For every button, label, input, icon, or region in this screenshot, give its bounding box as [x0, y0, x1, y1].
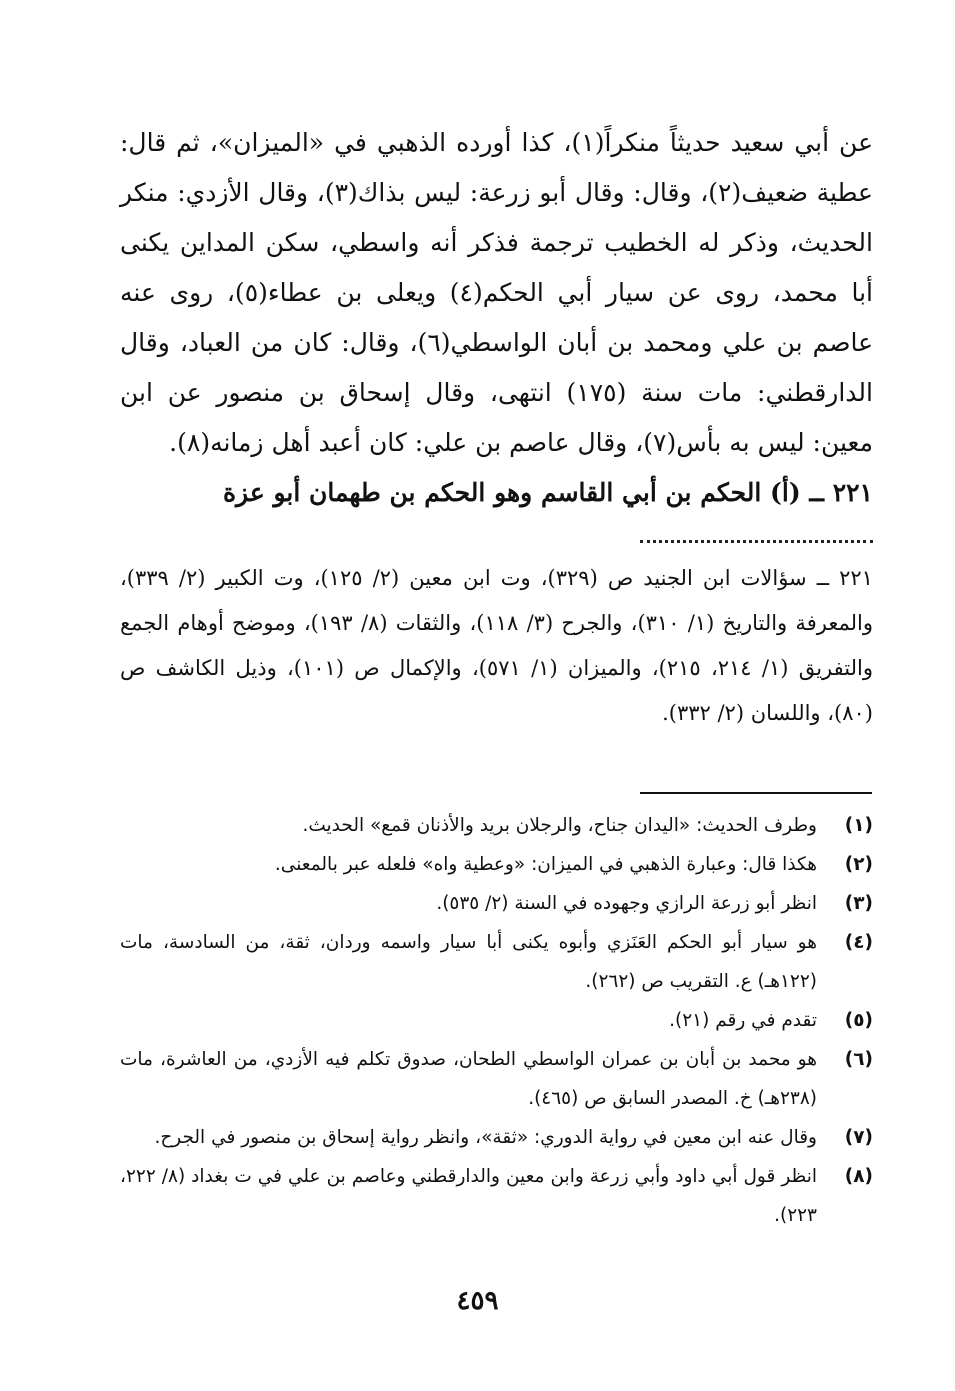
footnote-number: (٢) [844, 854, 873, 875]
footnotes [120, 806, 873, 1235]
footnote-text: انظر قول أبي داود وأبي زرعة وابن معين والدارقطني وعاصم بن علي في ت بغداد (٨/ ٢٢٢، ٢٢٣). [120, 1166, 817, 1226]
footnote [120, 923, 873, 1001]
footnote [120, 1040, 873, 1118]
footnote-number: (٧) [844, 1127, 873, 1148]
footnote-text: هو سيار أبو الحكم العَنَزي وأبوه يكنى أبا سيار واسمه وردان، ثقة، من السادسة، مات (١٢٢هـ) ع. التقريب ص (٢٦٢). [120, 932, 817, 992]
footnote [120, 1001, 873, 1040]
footnote-number: (٣) [844, 893, 873, 914]
sources-block [120, 556, 873, 736]
footnote-text: وطرف الحديث: «اليدان جناح، والرجلان بريد والأذنان قمع» الحديث. [302, 815, 817, 836]
page-number: ٤٥٩ [456, 1286, 499, 1316]
main-paragraph: عن أبي سعيد حديثاً منكراً(١)، كذا أورده الذهبي في «الميزان»، ثم قال: عطية ضعيف(٢)، وقال: وقال أبو زرعة: ليس بذاك(٣)، وقال الأزدي: منكر الحديث، وذكر له الخطيب ترجمة فذكر أنه واسطي، سكن المداين يكنى أبا محمد، روى عن سيار أبي الحكم(٤) ويعلى بن عطاء(٥)، روى عنه عاصم بن علي ومحمد بن أبان الواسطي(٦)، وقال: كان من العباد، وقال الدارقطني: مات سنة (١٧٥) انتهى، وقال إسحاق بن منصور عن ابن معين: ليس به بأس(٧)، وقال عاصم بن علي: كان أعبد أهل زمانه(٨). [120, 128, 874, 457]
footnote-text: هو محمد بن أبان بن عمران الواسطي الطحان، صدوق تكلم فيه الأزدي، من العاشرة، مات (٢٣٨هـ) خ. المصدر السابق ص (٤٦٥). [120, 1049, 817, 1109]
footnote [120, 806, 873, 845]
footnote-number: (٤) [844, 932, 873, 953]
footnote [120, 845, 873, 884]
footnote-rule [640, 792, 872, 794]
footnote [120, 1157, 873, 1235]
footnote-text: وقال عنه ابن معين في رواية الدوري: «ثقة»، وانظر رواية إسحاق بن منصور في الجرح. [154, 1127, 817, 1148]
footnote [120, 1118, 873, 1157]
footnote-number: (٨) [844, 1166, 873, 1187]
footnote-number: (٥) [844, 1010, 873, 1031]
footnote [120, 884, 873, 923]
footnote-text: هكذا قال: وعبارة الذهبي في الميزان: «وعطية واه» فلعله عبر بالمعنى. [274, 854, 817, 875]
sources-text: ٢٢١ ــ سؤالات ابن الجنيد ص (٣٢٩)، وت ابن معين (٢/ ١٢٥)، وت الكبير (٢/ ٣٣٩)، والمعرفة والتاريخ (١/ ٣١٠)، والجرح (٣/ ١١٨)، والثقات (٨/ ١٩٣)، وموضح أوهام الجمع والتفريق (١/ ٢١٤، ٢١٥)، والميزان (١/ ٥٧١)، والإكمال ص (١٠١)، وذيل الكاشف ص (٨٠)، واللسان (٢/ ٣٣٢). [120, 566, 873, 725]
entry-heading: ٢٢١ ــ (أ) الحكم بن أبي القاسم وهو الحكم بن طهمان أبو عزة [222, 478, 873, 507]
footnote-number: (١) [844, 815, 873, 836]
main-text [120, 118, 873, 518]
dotted-separator [640, 540, 873, 553]
footnote-text: انظر أبو زرعة الرازي وجهوده في السنة (٢/ ٥٣٥). [436, 893, 817, 914]
footnote-text: تقدم في رقم (٢١). [669, 1010, 817, 1031]
footnote-number: (٦) [844, 1049, 873, 1070]
